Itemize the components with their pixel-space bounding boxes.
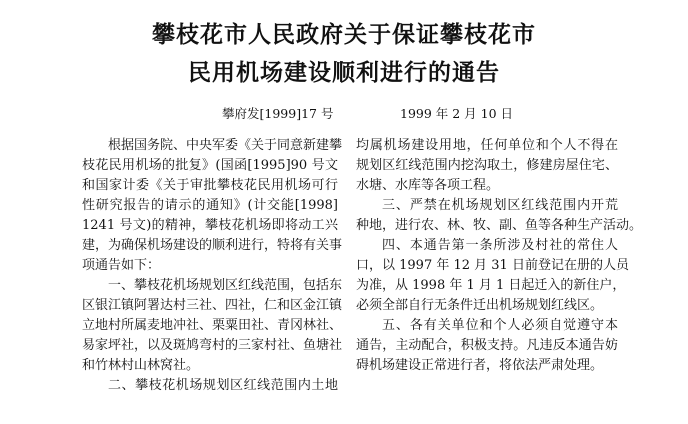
text-line: 种地，进行农、林、牧、副、鱼等各种生产活动。	[356, 218, 643, 233]
text-line: 建，为确保机场建设的顺利进行，特将有关事	[82, 238, 343, 253]
text-line: 水塘、水库等各项工程。	[356, 178, 500, 193]
text-line: 区银江镇阿署达村三社、四社，仁和区金江镇	[82, 298, 343, 313]
text-line: 项通告如下：	[82, 258, 161, 273]
document-date: 1999 年 2 月 10 日	[400, 106, 514, 121]
text-line: 均属机场建设用地，任何单位和个人不得在	[356, 138, 618, 153]
text-line: 五、各有关单位和个人必须自觉遵守本	[382, 318, 618, 333]
text-line: 必须全部自行无条件迁出机场规划红线区。	[356, 298, 604, 313]
text-line: 和竹林村山林窝社。	[82, 358, 200, 373]
left-text-column	[82, 136, 343, 396]
title-line-1: 攀枝花市人民政府关于保证攀枝花市	[152, 22, 536, 48]
text-line: 枝花民用机场的批复》(国函[1995]90 号文	[82, 158, 338, 173]
text-line: 易家坪社，以及斑鸠弯村的三家村社、鱼塘社	[82, 338, 343, 353]
text-line: 立地村所属麦地冲社、栗粟田社、青冈林社、	[82, 318, 343, 333]
text-line: 规划区红线范围内挖沟取土，修建房屋住宅、	[356, 158, 618, 173]
text-line: 碍机场建设正常进行者，将依法严肃处理。	[356, 358, 604, 373]
text-line: 二、攀枝花机场规划区红线范围内土地	[108, 378, 338, 393]
text-line: 和国家计委《关于审批攀枝花民用机场可行	[82, 178, 338, 193]
title-line-2: 民用机场建设顺利进行的通告	[188, 60, 500, 86]
text-line: 三、严禁在机场规划区红线范围内开荒	[382, 198, 618, 213]
document-number: 攀府发[1999]17 号	[222, 106, 334, 121]
text-line: 为准，从 1998 年 1 月 1 日起迁入的新住户，	[356, 278, 626, 293]
right-text-column	[356, 136, 643, 376]
text-line: 口，以 1997 年 12 月 31 日前登记在册的人员	[356, 258, 629, 273]
text-line: 通告，主动配合，积极支持。凡违反本通告妨	[356, 338, 618, 353]
text-line: 四、本通告第一条所涉及村社的常住人	[382, 238, 618, 253]
text-line: 一、攀枝花机场规划区红线范围，包括东	[108, 278, 343, 293]
text-line: 根据国务院、中央军委《关于同意新建攀	[108, 138, 343, 153]
text-line: 1241 号文)的精神，攀枝花机场即将动工兴	[82, 218, 338, 233]
text-line: 性研究报告的请示的通知》(计交能[1998]	[82, 198, 338, 213]
